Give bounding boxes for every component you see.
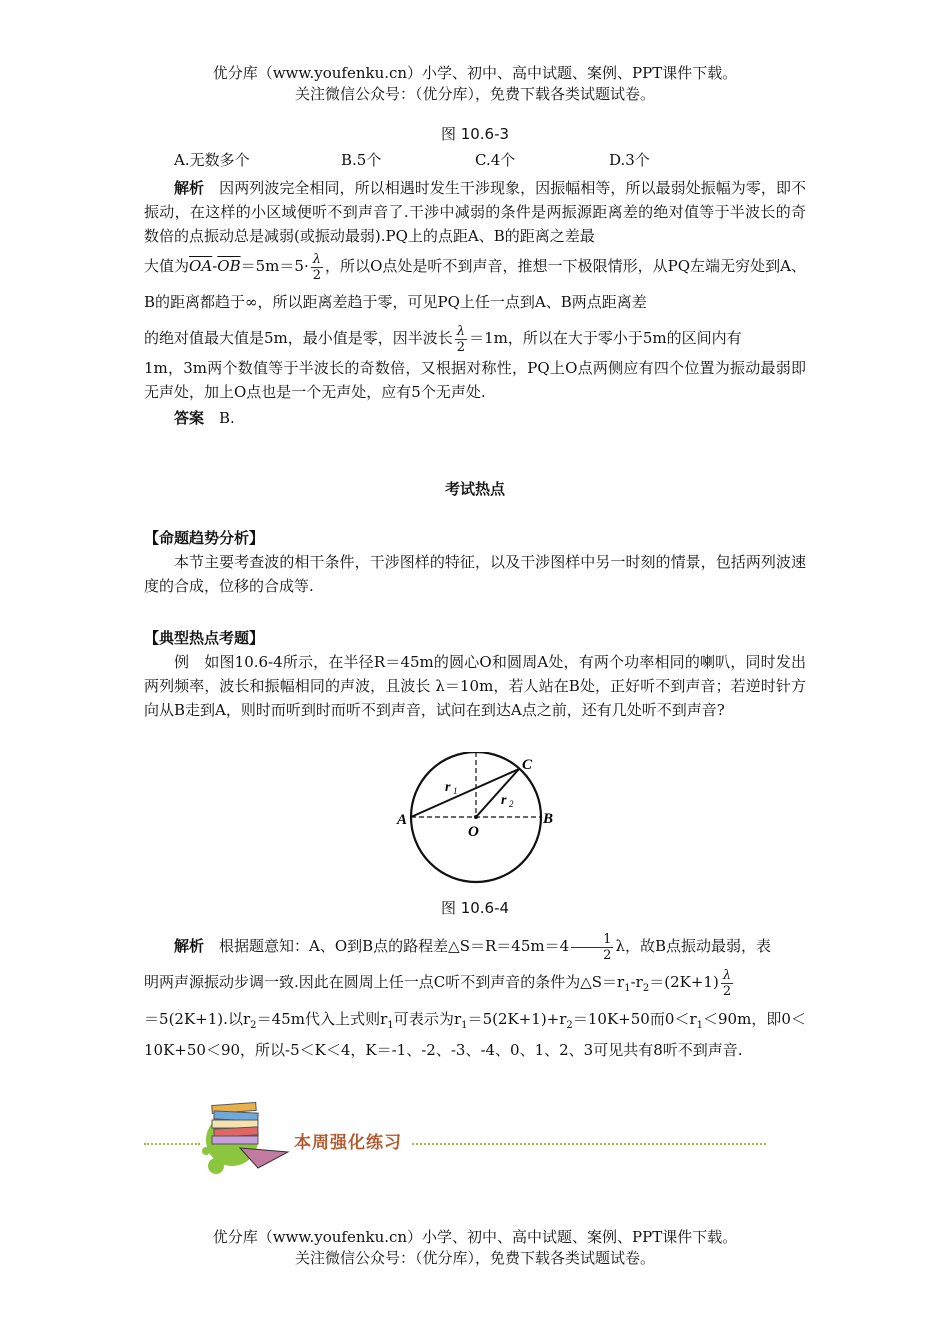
subscript-1: 1 xyxy=(387,1020,394,1031)
figure-caption-10-6-4: 图 10.6-4 xyxy=(440,899,510,917)
subscript-1: 1 xyxy=(624,983,631,994)
fraction-lambda-over-2-b xyxy=(721,968,733,999)
analysis-2-text-3e: ＝10K+50而0＜r xyxy=(572,1010,697,1028)
section-heading xyxy=(144,477,806,501)
label-o: O xyxy=(468,824,479,840)
option-b: B.5个 xyxy=(341,151,382,169)
fraction-numerator: 1 xyxy=(603,931,612,947)
header-line-2: 关注微信公众号：（优分库），免费下载各类试题试卷。 xyxy=(294,85,655,103)
analysis-1-text-1: 因两列波完全相同，所以相遇时发生干涉现象，因振幅相等，所以最弱处振幅为零，即不振动，在这样的小区域便听不到声音了.干涉中减弱的条件是两振源距离差的绝对值等于半波长的奇数倍的点振动总是减弱(或振动最弱).PQ上的点距A、B的距离之差最 xyxy=(144,179,806,245)
minus-r: -r xyxy=(630,973,643,991)
fraction-numerator: λ xyxy=(312,251,321,267)
header-line-1: 优分库（www.youfenku.cn）小学、初中、高中试题、案例、PPT课件下载。 xyxy=(212,64,738,82)
option-d: D.3个 xyxy=(609,151,650,169)
analysis-2-p1 xyxy=(144,928,806,964)
typical-title: 【典型热点考题】 xyxy=(144,629,265,647)
fraction-one-half xyxy=(571,932,613,963)
fraction-numerator: λ xyxy=(456,323,466,339)
label-r1: r xyxy=(445,780,451,795)
analysis-2-text-3d: ＝5(2K+1)+r xyxy=(467,1010,567,1028)
figure-circle-diagram xyxy=(395,752,555,887)
question-block xyxy=(144,122,806,172)
subscript-1: 1 xyxy=(461,1020,468,1031)
page-header xyxy=(0,63,950,105)
analysis-2-label: 解析 xyxy=(174,937,205,955)
typical-section xyxy=(144,626,806,722)
trend-title: 【命题趋势分析】 xyxy=(144,529,265,547)
subscript-1: 1 xyxy=(696,1020,703,1031)
analysis-1-p1 xyxy=(144,176,806,248)
subscript-2: 2 xyxy=(566,1020,573,1031)
footer-line-2: 关注微信公众号：（优分库），免费下载各类试题试卷。 xyxy=(294,1249,655,1267)
line-r2 xyxy=(476,769,519,817)
fraction-denominator: 2 xyxy=(571,947,613,963)
analysis-2-text-2b: ＝(2K+1) xyxy=(649,973,719,991)
section-title: 考试热点 xyxy=(444,480,505,498)
fraction-numerator: λ xyxy=(722,967,732,983)
answer-options xyxy=(144,148,806,172)
fraction-denominator: 2 xyxy=(456,339,466,355)
answer-line xyxy=(144,406,806,430)
option-c: C.4个 xyxy=(475,151,516,169)
figure-caption-10-6-3: 图 10.6-3 xyxy=(440,125,510,143)
fraction-denominator: 2 xyxy=(722,983,732,999)
banner-dotted-line-right xyxy=(412,1143,766,1145)
banner-title: 本周强化练习 xyxy=(294,1133,402,1153)
banner-dotted-line-left xyxy=(144,1143,200,1145)
label-r1-sub: 1 xyxy=(453,786,458,796)
label-c: C xyxy=(522,757,533,773)
analysis-1-text-2c: ，所以O点处是听不到声音，推想一下极限情形，从PQ左端无穷处到A、B的距离都趋于∞，所以距离差趋于零，可见PQ上任一点到A、B两点距离差 xyxy=(144,257,806,311)
book-5 xyxy=(212,1136,258,1144)
analysis-1-text-2a: 大值为 xyxy=(144,257,190,275)
fraction-half-wavelength xyxy=(455,324,467,355)
analysis-1-text-3a: 的绝对值最大值是5m，最小值是零，因半波长 xyxy=(144,329,453,347)
analysis-1-label: 解析 xyxy=(174,179,205,197)
analysis-2 xyxy=(144,928,806,1062)
segment-oa: $\overline{OA}$ xyxy=(189,257,213,275)
analysis-2-text-2a: 明两声源振动步调一致.因此在圆周上任一点C听不到声音的条件为△S＝r xyxy=(144,973,625,991)
answer-value: B. xyxy=(219,409,235,427)
trend-text: 本节主要考查波的相干条件，干涉图样的特征，以及干涉图样中另一时刻的情景，包括两列波速度的合成，位移的合成等. xyxy=(144,553,806,595)
fraction-lambda-over-2 xyxy=(311,252,323,283)
label-r2-sub: 2 xyxy=(509,799,514,809)
subscript-2: 2 xyxy=(642,983,650,994)
minus-sign: - xyxy=(212,257,218,275)
option-a: A.无数多个 xyxy=(174,151,250,169)
analysis-1-text-3b: ＝1m，所以在大于零小于5m的区间内有 xyxy=(469,329,742,347)
analysis-1 xyxy=(144,176,806,430)
fraction-denominator: 2 xyxy=(312,267,322,283)
analysis-2-p3 xyxy=(144,1007,806,1062)
typical-text: 例 如图10.6-4所示，在半径R＝45m的圆心O和圆周A处，有两个功率相同的喇叭，同时发出两列频率，波长和振幅相同的声波，且波长 λ＝10m，若人站在B处，正好听不到声音；若逆时针方向从B走到A，则时而听到时而听不到声音，试问在到达A点之前，还有几处听不到声音? xyxy=(144,653,806,719)
analysis-2-text-3b: ＝45m代入上式则r xyxy=(256,1010,388,1028)
page-footer xyxy=(0,1227,950,1269)
analysis-2-text-1b: λ，故B点振动最弱，表 xyxy=(615,937,771,955)
books-icon xyxy=(200,1096,292,1178)
analysis-1-p3 xyxy=(144,320,806,356)
green-dot-small xyxy=(202,1147,210,1155)
label-r2: r xyxy=(501,793,507,808)
green-dot-large xyxy=(208,1158,224,1174)
analysis-1-p4: 1m，3m两个数值等于半波长的奇数倍，又根据对称性，PQ上O点两侧应有四个位置为振动最弱即无声处，加上O点也是一个无声处，应有5个无声处. xyxy=(144,359,806,401)
trend-section xyxy=(144,526,806,598)
label-a: A xyxy=(397,812,408,828)
analysis-1-p2 xyxy=(144,248,806,320)
analysis-2-p2 xyxy=(144,964,806,1007)
analysis-2-text-3f: ＜90m，即0＜10K+50＜90，所以-5＜K＜4，K＝-1、-2、-3、-4、0、1、2、3可见共有8听不到声音. xyxy=(144,1010,806,1059)
segment-ob: $\overline{OB}$ xyxy=(217,257,241,275)
answer-label: 答案 xyxy=(174,409,205,427)
analysis-2-text-3a: ＝5(2K+1).以r xyxy=(144,1010,251,1028)
footer-line-1: 优分库（www.youfenku.cn）小学、初中、高中试题、案例、PPT课件下载。 xyxy=(212,1228,738,1246)
subscript-2: 2 xyxy=(250,1020,257,1031)
center-point xyxy=(474,815,478,819)
figure-caption-block xyxy=(144,896,806,920)
analysis-2-text-1a: 根据题意知：A、O到B点的路程差△S＝R＝45m＝4 xyxy=(219,937,570,955)
analysis-2-text-3c: 可表示为r xyxy=(393,1010,462,1028)
label-b: B xyxy=(543,811,554,827)
analysis-1-text-2b: ＝5m＝5· xyxy=(240,257,309,275)
